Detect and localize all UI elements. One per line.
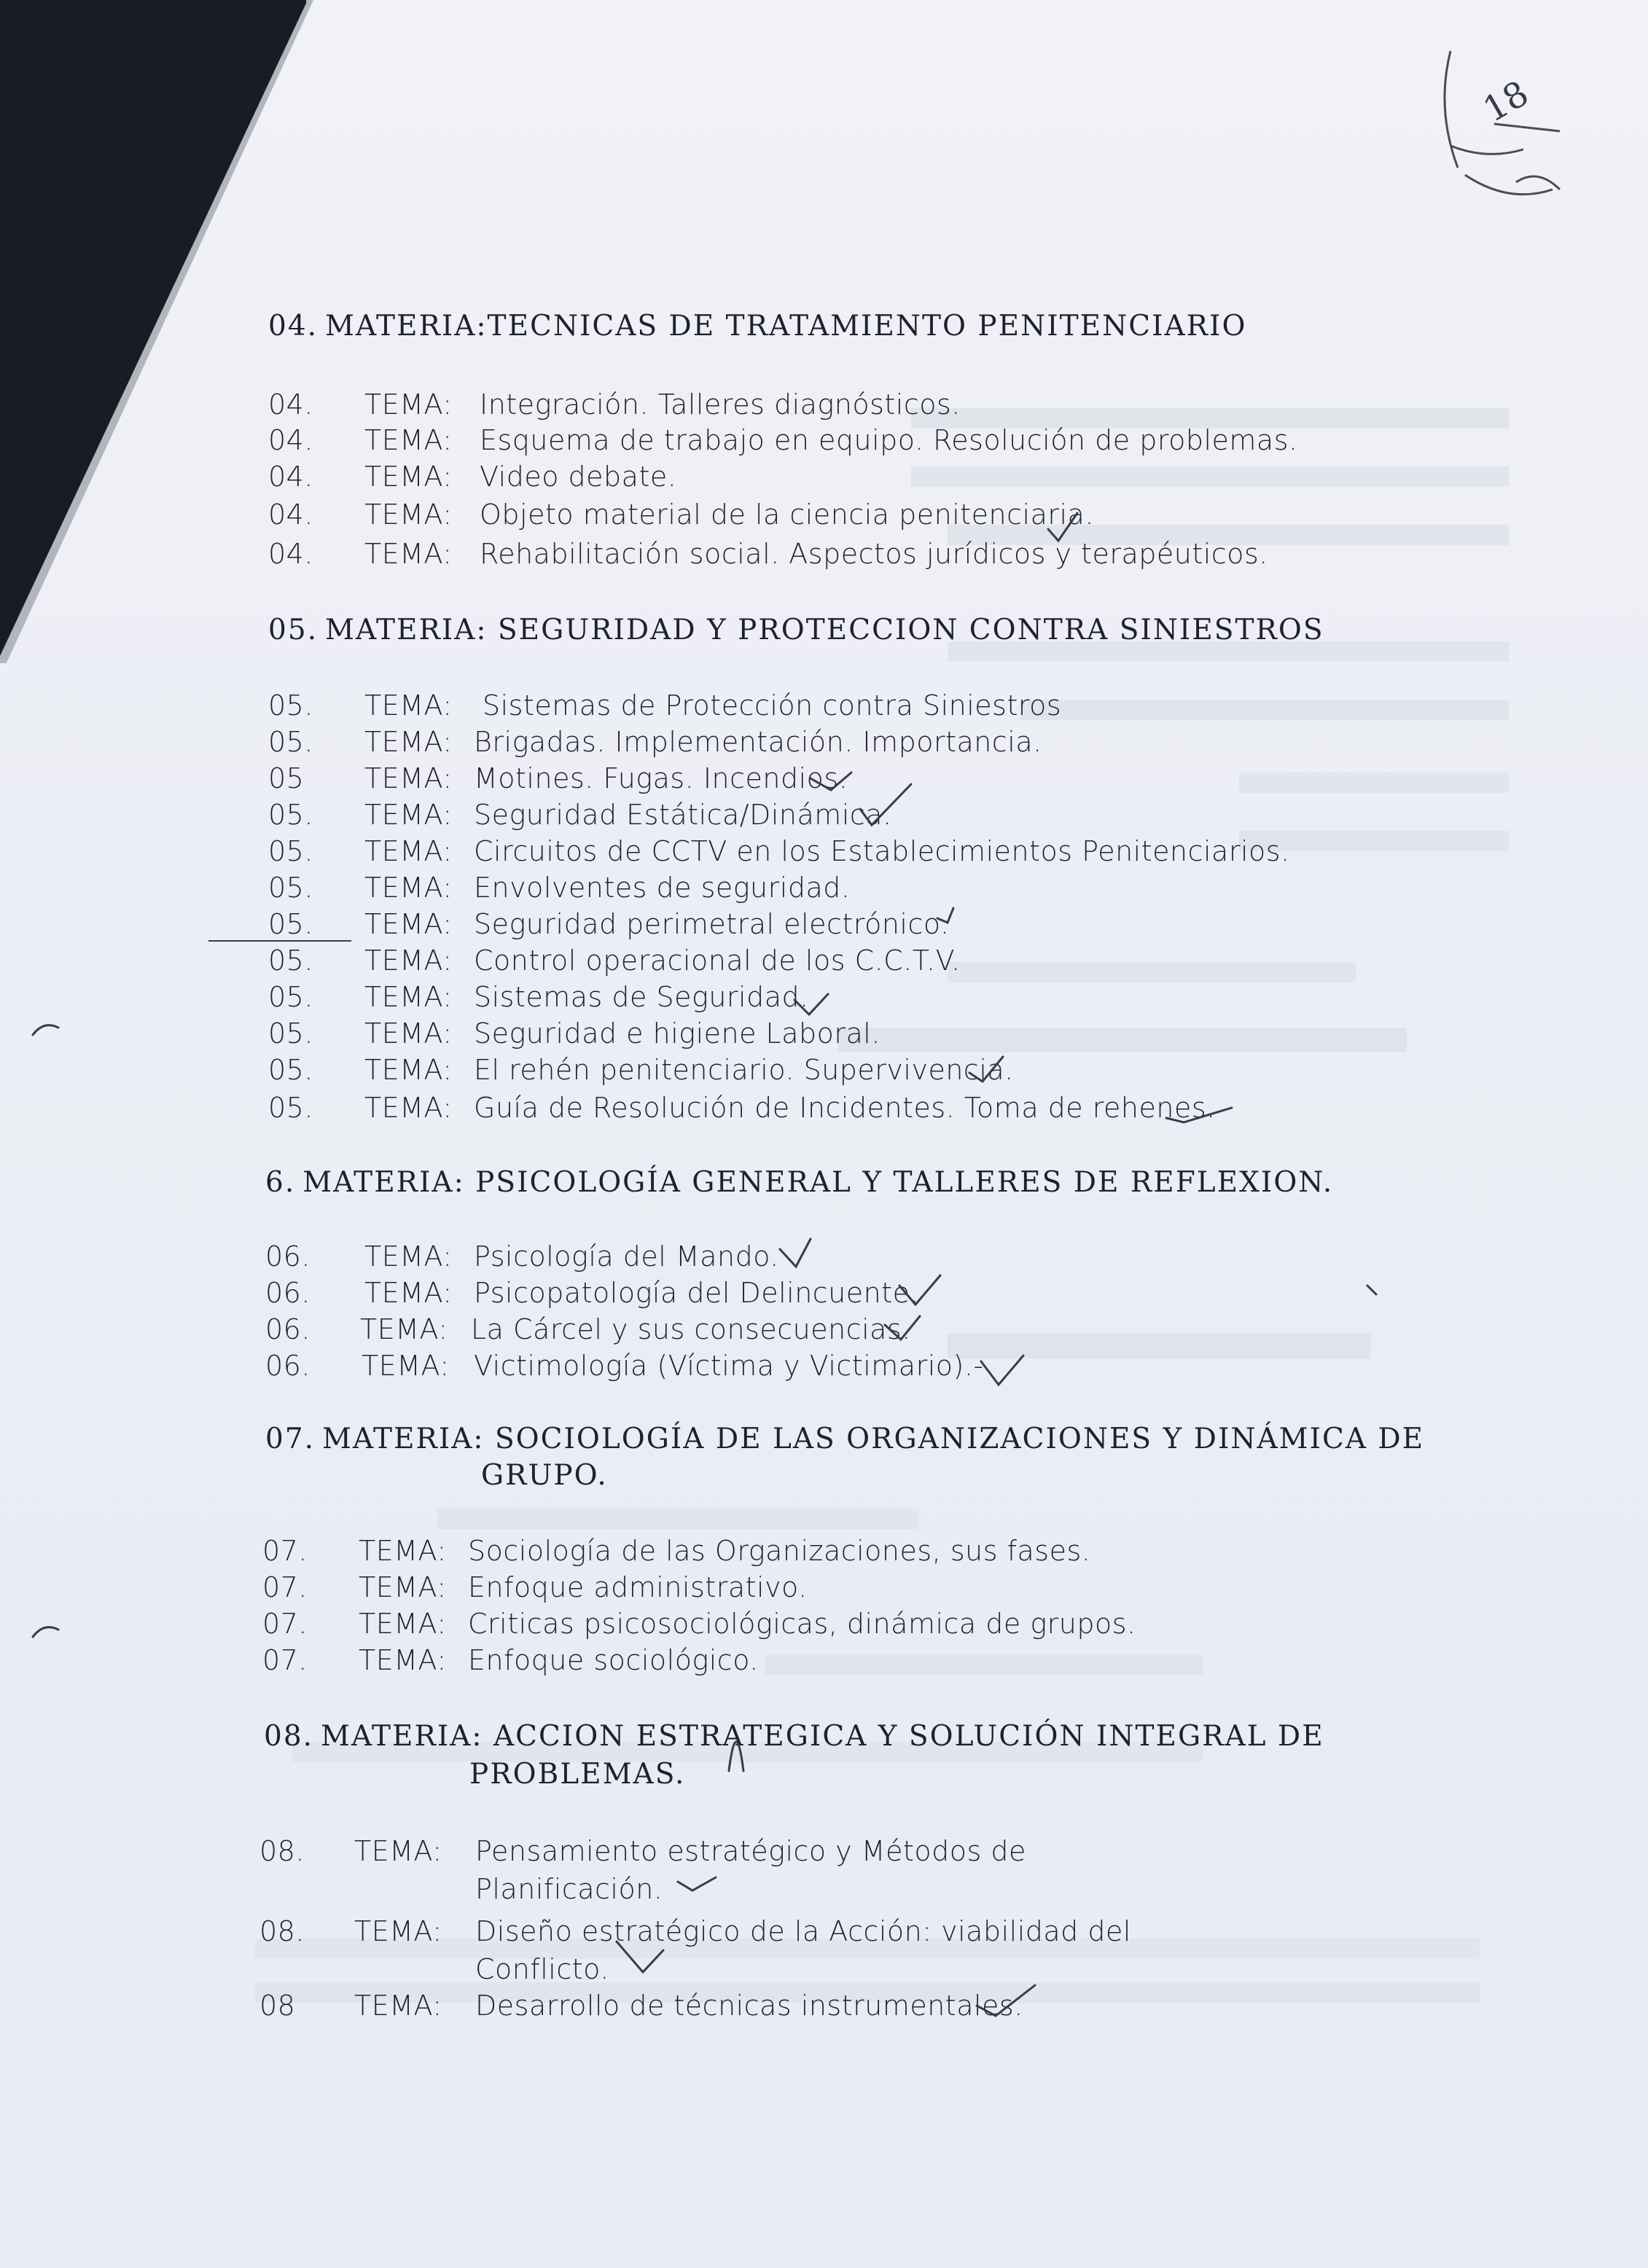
topic-label: TEMA: xyxy=(364,1054,453,1086)
section-05-title xyxy=(268,614,1324,646)
topic-label: TEMA: xyxy=(360,1313,448,1345)
topic-number: 07. xyxy=(262,1571,308,1603)
topic-text: El rehén penitenciario. Supervivencia. xyxy=(474,1054,1014,1086)
section-04-title xyxy=(268,310,1246,343)
topic-text: Control operacional de los C.C.T.V. xyxy=(474,945,961,977)
section-heading: MATERIA: SEGURIDAD Y PROTECCION CONTRA SINIESTROS xyxy=(325,614,1324,646)
topic-label: TEMA: xyxy=(364,945,453,977)
topic-number: 05. xyxy=(268,1017,313,1049)
topic-label: TEMA: xyxy=(364,461,453,493)
topic-number: 07. xyxy=(262,1644,308,1676)
topic-number: 07. xyxy=(262,1535,308,1567)
section-number: 07. xyxy=(265,1423,316,1455)
section-heading: MATERIA:TECNICAS DE TRATAMIENTO PENITENCIARIO xyxy=(325,310,1247,343)
topic-text: Diseño estratégico de la Acción: viabilidad del xyxy=(475,1915,1131,1947)
topic-number: 05. xyxy=(268,835,313,867)
topic-label: TEMA: xyxy=(354,1915,442,1947)
topic-number: 07. xyxy=(262,1608,308,1640)
topic-number: 05. xyxy=(268,1092,313,1124)
topic-text: Victimología (Víctima y Victimario).- xyxy=(474,1350,984,1382)
topic-label: TEMA: xyxy=(362,1350,450,1382)
topic-number: 06. xyxy=(265,1313,311,1345)
section-08-title-continued: PROBLEMAS. xyxy=(469,1758,686,1791)
margin-mark xyxy=(33,1025,58,1035)
topic-text: Enfoque sociológico. xyxy=(468,1644,759,1676)
topic-label: TEMA: xyxy=(364,726,453,758)
section-07-title xyxy=(265,1423,1424,1455)
topic-text: Video debate. xyxy=(480,461,677,493)
topic-text: Psicopatología del Delincuente. xyxy=(474,1277,920,1309)
topic-number: 04. xyxy=(268,461,313,493)
topic-text: Seguridad Estática/Dinámica. xyxy=(474,799,892,831)
topic-label: TEMA: xyxy=(364,1092,453,1124)
topic-number: 05. xyxy=(268,981,313,1013)
topic-label: TEMA: xyxy=(364,835,453,867)
topic-text: Envolventes de seguridad. xyxy=(474,872,851,904)
topic-text: Motines. Fugas. Incendios. xyxy=(474,762,848,794)
section-heading: MATERIA: PSICOLOGÍA GENERAL Y TALLERES DE REFLEXION. xyxy=(302,1166,1334,1199)
topic-text: Pensamiento estratégico y Métodos de xyxy=(475,1835,1026,1867)
topic-label: TEMA: xyxy=(364,424,453,456)
topic-label: TEMA: xyxy=(364,1240,453,1272)
topic-number: 06. xyxy=(265,1350,311,1382)
topic-label: TEMA: xyxy=(364,762,453,794)
topic-label: TEMA: xyxy=(364,981,453,1013)
topic-text: Objeto material de la ciencia penitenciaria. xyxy=(480,498,1094,531)
topic-number: 04. xyxy=(268,388,313,421)
topic-text: Brigadas. Implementación. Importancia. xyxy=(474,726,1042,758)
topic-text-continued: Planificación. xyxy=(475,1873,663,1905)
section-number: 08. xyxy=(264,1720,314,1753)
topic-number: 04. xyxy=(268,498,313,531)
topic-number: 05. xyxy=(268,908,313,940)
topic-label: TEMA: xyxy=(364,689,453,722)
topic-text: Sociología de las Organizaciones, sus fases. xyxy=(468,1535,1091,1567)
topic-number: 04. xyxy=(268,538,313,570)
topic-number: 05. xyxy=(268,799,313,831)
topic-number: 05. xyxy=(268,1054,313,1086)
section-07-title-continued: GRUPO. xyxy=(481,1459,608,1492)
topic-text: La Cárcel y sus consecuencias. xyxy=(471,1313,911,1345)
topic-label: TEMA: xyxy=(364,1277,453,1309)
topic-label: TEMA: xyxy=(359,1644,447,1676)
margin-mark xyxy=(33,1627,58,1637)
section-06-title xyxy=(265,1166,1333,1199)
topic-label: TEMA: xyxy=(364,799,453,831)
check-mark xyxy=(981,1356,1023,1385)
underline-mark xyxy=(208,940,351,942)
stamp-number: 18 xyxy=(1476,73,1536,131)
topic-text: Psicología del Mando. xyxy=(474,1240,779,1272)
topic-text: Integración. Talleres diagnósticos. xyxy=(480,388,961,421)
topic-number: 08. xyxy=(259,1915,305,1947)
section-08-title xyxy=(264,1720,1324,1753)
topic-text: Esquema de trabajo en equipo. Resolución de problemas. xyxy=(480,424,1298,456)
topic-label: TEMA: xyxy=(364,388,453,421)
topic-number: 06. xyxy=(265,1277,311,1309)
topic-label: TEMA: xyxy=(354,1990,442,2022)
topic-text: Sistemas de Protección contra Siniestros xyxy=(483,689,1062,722)
topic-number: 08. xyxy=(259,1835,305,1867)
topic-text: Criticas psicosociológicas, dinámica de grupos. xyxy=(468,1608,1136,1640)
topic-number: 05. xyxy=(268,689,313,722)
topic-label: TEMA: xyxy=(359,1608,447,1640)
topic-number: 05. xyxy=(268,872,313,904)
topic-number: 04. xyxy=(268,424,313,456)
topic-label: TEMA: xyxy=(364,1017,453,1049)
topic-text: Sistemas de Seguridad. xyxy=(474,981,809,1013)
topic-label: TEMA: xyxy=(359,1535,447,1567)
topic-text: Circuitos de CCTV en los Establecimientos Penitenciarios. xyxy=(474,835,1290,867)
topic-text: Enfoque administrativo. xyxy=(468,1571,808,1603)
pen-mark xyxy=(1367,1286,1376,1294)
section-number: 04. xyxy=(268,310,319,343)
topic-text-continued: Conflicto. xyxy=(475,1953,609,1985)
topic-label: TEMA: xyxy=(354,1835,442,1867)
topic-text: Desarrollo de técnicas instrumentales. xyxy=(475,1990,1023,2022)
topic-label: TEMA: xyxy=(364,908,453,940)
topic-label: TEMA: xyxy=(364,538,453,570)
topic-number: 05. xyxy=(268,726,313,758)
topic-number: 05 xyxy=(268,762,305,794)
topic-number: 05. xyxy=(268,945,313,977)
topic-text: Guía de Resolución de Incidentes. Toma de rehenes. xyxy=(474,1092,1216,1124)
topic-text: Rehabilitación social. Aspectos jurídicos y terapéuticos. xyxy=(480,538,1268,570)
check-mark xyxy=(678,1877,716,1890)
section-number: 05. xyxy=(268,614,319,646)
topic-number: 08 xyxy=(259,1990,296,2022)
check-mark xyxy=(780,1239,811,1267)
section-heading: MATERIA: ACCION ESTRATEGICA Y SOLUCIÓN INTEGRAL DE xyxy=(321,1720,1324,1753)
topic-label: TEMA: xyxy=(364,872,453,904)
topic-text: Seguridad perimetral electrónico. xyxy=(474,908,950,940)
topic-label: TEMA: xyxy=(359,1571,447,1603)
topic-text: Seguridad e higiene Laboral. xyxy=(474,1017,880,1049)
topic-number: 06. xyxy=(265,1240,311,1272)
section-number: 6. xyxy=(265,1166,296,1199)
topic-label: TEMA: xyxy=(364,498,453,531)
section-heading: MATERIA: SOCIOLOGÍA DE LAS ORGANIZACIONES Y DINÁMICA DE xyxy=(322,1423,1425,1455)
